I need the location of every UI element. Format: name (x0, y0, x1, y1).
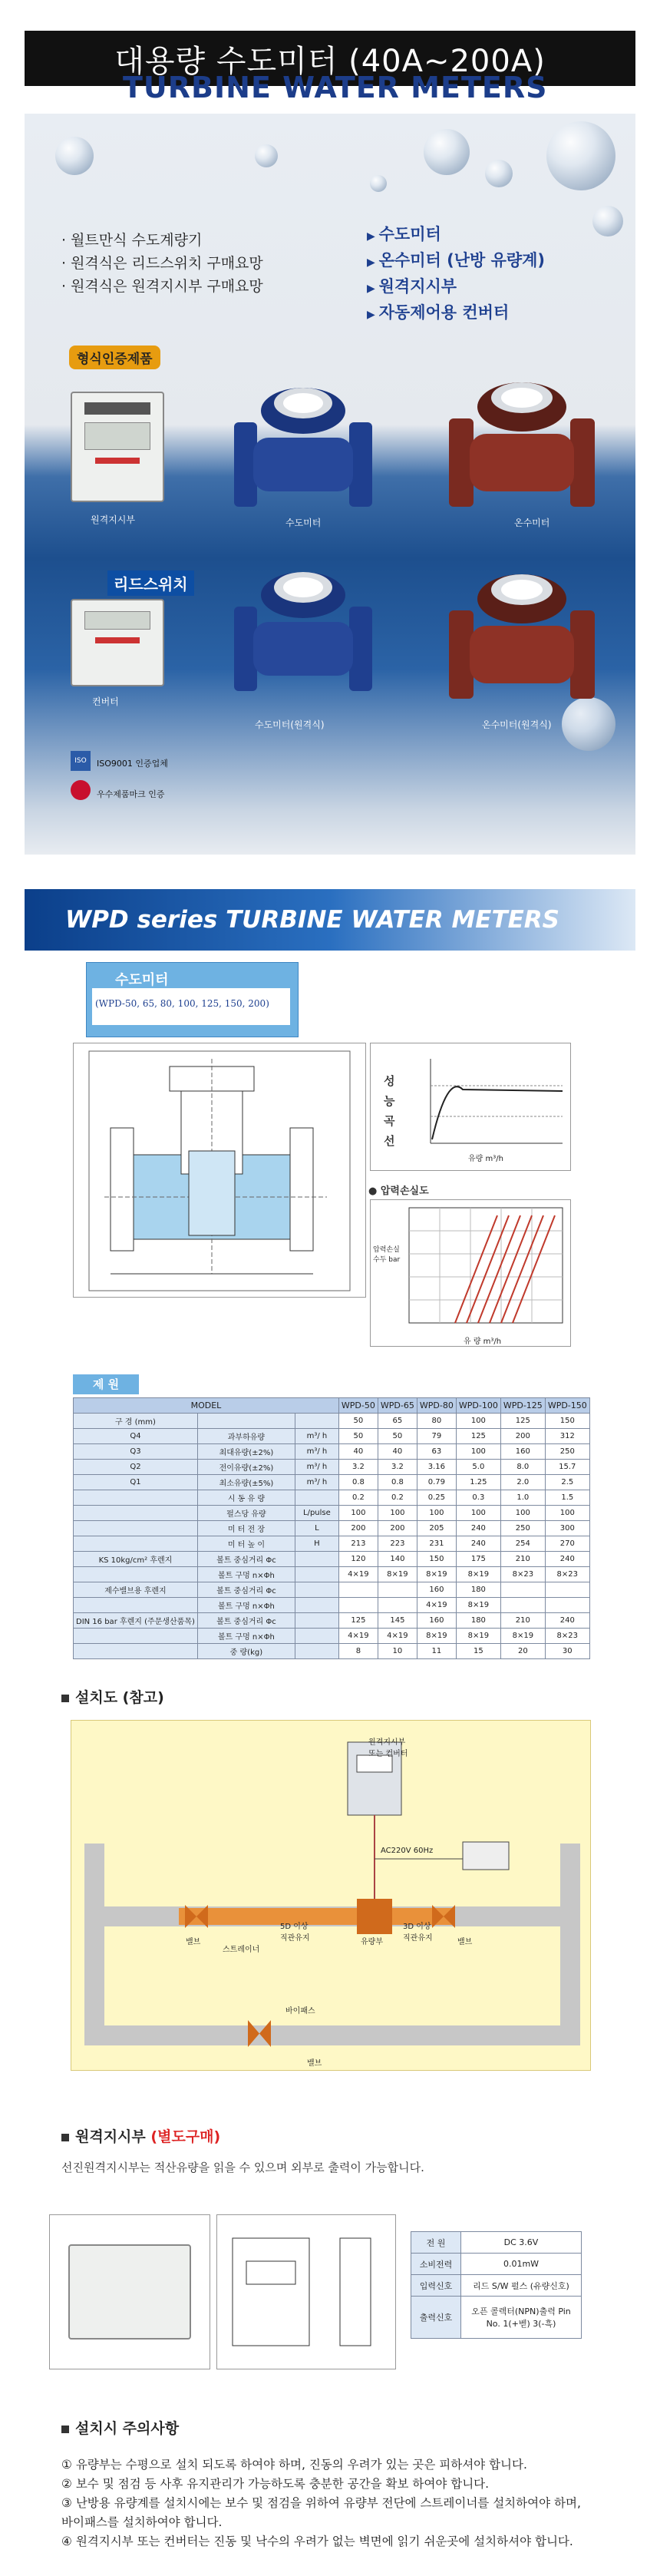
table-cell: 175 (456, 1552, 500, 1567)
table-cell: 150 (417, 1552, 456, 1567)
bubble-decoration (424, 129, 470, 175)
table-cell (295, 1567, 338, 1582)
water-meter-image (230, 369, 376, 522)
header-cell: WPD-50 (338, 1398, 378, 1414)
table-cell: 2.0 (500, 1475, 545, 1490)
remote-spec-table-wrap (411, 2231, 582, 2339)
table-cell (74, 1644, 198, 1659)
table-cell (338, 1582, 378, 1598)
table-cell: 80 (417, 1414, 456, 1429)
table-cell: 볼트 중심거리 Φc (197, 1613, 295, 1629)
table-row (74, 1429, 590, 1444)
table-cell: 0.2 (378, 1490, 417, 1506)
label-water-meter: 수도미터 (285, 518, 322, 528)
table-cell: 펄스당 유량 (197, 1506, 295, 1521)
caution-heading: 설치시 주의사항 (61, 2417, 179, 2438)
label-converter: 컨버터 (92, 696, 119, 707)
bubble-decoration (592, 206, 623, 236)
table-cell: 0.3 (456, 1490, 500, 1506)
remote-indicator-image (71, 392, 164, 502)
table-cell: 8×19 (500, 1629, 545, 1644)
table-cell: 8×23 (500, 1567, 545, 1582)
table-cell: 볼트 구멍 n×Φh (197, 1629, 295, 1644)
install-heading: 설치도 (참고) (61, 1686, 164, 1707)
table-cell: Q1 (74, 1475, 198, 1490)
bypass-label: 바이패스 (285, 2007, 315, 2015)
table-cell (74, 1490, 198, 1506)
pressure-loss-chart (370, 1199, 571, 1347)
table-cell: 8×19 (456, 1629, 500, 1644)
header-cell: WPD-80 (417, 1398, 456, 1414)
table-cell: 오픈 콜렉터(NPN)출력 Pin No. 1(+벧) 3(-흑) (461, 2297, 582, 2339)
table-cell: 150 (545, 1414, 589, 1429)
table-cell: 1.25 (456, 1475, 500, 1490)
bubble-decoration (370, 175, 387, 192)
table-cell (378, 1582, 417, 1598)
table-cell: 8×23 (545, 1629, 589, 1644)
product-item: 원격지시부 (378, 277, 457, 296)
table-cell: 4×19 (378, 1629, 417, 1644)
valve-bottom-label: 밸브 (307, 2059, 322, 2068)
table-cell: 4×19 (417, 1598, 456, 1613)
feature-list (61, 229, 263, 298)
table-cell: 250 (500, 1521, 545, 1536)
table-cell: 10 (378, 1644, 417, 1659)
product-item: 자동제어용 컨버터 (378, 303, 510, 322)
remote-photo (49, 2214, 210, 2369)
table-row (74, 1629, 590, 1644)
table-cell (545, 1582, 589, 1598)
table-cell (74, 1521, 198, 1536)
table-cell: 구 경 (mm) (74, 1414, 198, 1429)
remote-outline-drawing (216, 2214, 396, 2369)
table-cell: 100 (545, 1506, 589, 1521)
table-cell: 2.5 (545, 1475, 589, 1490)
table-cell: 8×19 (417, 1567, 456, 1582)
gq-logo-icon (71, 780, 91, 800)
table-cell: 200 (378, 1521, 417, 1536)
header-cell: MODEL (74, 1398, 339, 1414)
certification-tag: 형식인증제품 (69, 346, 160, 369)
table-cell: H (295, 1536, 338, 1552)
table-cell: Q3 (74, 1444, 198, 1460)
table-cell: 205 (417, 1521, 456, 1536)
pressure-loss-title: ● 압력손실도 (368, 1185, 429, 1197)
table-cell: 8×19 (378, 1567, 417, 1582)
model-tab-title: 수도미터 (115, 972, 169, 988)
hero-title: TURBINE WATER METERS (123, 71, 548, 104)
table-cell: 4×19 (338, 1567, 378, 1582)
table-cell: 미 터 높 이 (197, 1536, 295, 1552)
table-cell: 15 (456, 1644, 500, 1659)
table-cell: 0.25 (417, 1490, 456, 1506)
page-title: 대용량 수도미터 (40A~200A) (114, 43, 546, 79)
table-cell: 100 (500, 1506, 545, 1521)
bubble-decoration (55, 137, 94, 175)
table-cell: 240 (456, 1521, 500, 1536)
caution-list (61, 2455, 581, 2551)
caution-item: ④ 원격지시부 또는 컨버터는 진동 및 낙수의 우려가 없는 벽면에 읽기 쉬운곳에 설치하셔야 합니다. (61, 2535, 573, 2548)
product-list: ▶ 수도미터 ▶ 온수미터 (난방 유량계) ▶ 원격지시부 ▶ 자동제어용 컨버터 (367, 225, 546, 322)
table-row (411, 2297, 582, 2339)
dimension-drawing (73, 1043, 366, 1298)
header-cell: WPD-100 (456, 1398, 500, 1414)
table-cell: 8×19 (456, 1598, 500, 1613)
table-cell (295, 1490, 338, 1506)
table-cell: 270 (545, 1536, 589, 1552)
table-cell: 볼트 구멍 n×Φh (197, 1598, 295, 1613)
table-cell: 312 (545, 1429, 589, 1444)
table-cell: 125 (456, 1429, 500, 1444)
table-cell (378, 1598, 417, 1613)
table-cell: 223 (378, 1536, 417, 1552)
table-cell: L/pulse (295, 1506, 338, 1521)
table-cell: DIN 16 bar 후렌지 (주문생산품목) (74, 1613, 198, 1629)
table-cell: 63 (417, 1444, 456, 1460)
table-row (74, 1475, 590, 1490)
table-row (74, 1444, 590, 1460)
table-cell: 0.79 (417, 1475, 456, 1490)
series-title: WPD series TURBINE WATER METERS (65, 906, 560, 934)
ac-label: AC220V 60Hz (381, 1847, 434, 1855)
hot-water-meter-remote-image (445, 553, 599, 714)
table-cell: 40 (378, 1444, 417, 1460)
converter-image (71, 599, 164, 686)
table-cell (295, 1598, 338, 1613)
table-cell: 볼트 구멍 n×Φh (197, 1567, 295, 1582)
table-cell: 160 (417, 1582, 456, 1598)
header-cell: WPD-65 (378, 1398, 417, 1414)
table-cell: 240 (545, 1552, 589, 1567)
table-cell: 180 (456, 1613, 500, 1629)
feature-item: · 원격식은 원격지시부 구매요망 (61, 278, 263, 295)
table-cell: 200 (500, 1429, 545, 1444)
table-cell: 100 (456, 1506, 500, 1521)
product-item: 온수미터 (난방 유량계) (378, 251, 546, 270)
table-cell: 볼트 중심거리 Φc (197, 1552, 295, 1567)
table-cell (74, 1506, 198, 1521)
caution-item: ① 유량부는 수평으로 설치 되도록 하여야 하며, 진동의 우려가 있는 곳은 피하셔야 합니다. (61, 2458, 527, 2472)
bubble-decoration (485, 160, 513, 187)
table-cell: 30 (545, 1644, 589, 1659)
table-row (74, 1506, 590, 1521)
table-cell (197, 1414, 295, 1429)
label-hot-meter-remote: 온수미터(원격식) (482, 719, 552, 730)
table-cell: m³/ h (295, 1460, 338, 1475)
table-row (74, 1582, 590, 1598)
caution-item: ③ 난방용 유량계를 설치시에는 보수 및 점검을 위하여 유량부 전단에 스트레이너를 설치하여야 하며, (61, 2496, 581, 2510)
table-cell: 100 (417, 1506, 456, 1521)
table-cell: 160 (417, 1613, 456, 1629)
table-cell: 20 (500, 1644, 545, 1659)
table-cell: 중 량(kg) (197, 1644, 295, 1659)
table-cell: 4×19 (338, 1629, 378, 1644)
table-cell: 8×19 (417, 1629, 456, 1644)
label-water-meter-remote: 수도미터(원격식) (255, 719, 325, 730)
table-cell (74, 1629, 198, 1644)
d3-label: 3D 이상 직관유지 (403, 1923, 433, 1943)
table-cell: 11 (417, 1644, 456, 1659)
table-cell: 213 (338, 1536, 378, 1552)
table-row (74, 1567, 590, 1582)
gq-text: 우수제품마크 인증 (97, 789, 165, 799)
table-cell: 65 (378, 1414, 417, 1429)
strainer-label: 스트레이너 (223, 1946, 260, 1954)
table-row (74, 1644, 590, 1659)
table-cell: DC 3.6V (461, 2232, 582, 2254)
product-item: 수도미터 (378, 225, 441, 243)
spec-table (73, 1397, 590, 1659)
valve-left-label: 밸브 (186, 1938, 201, 1946)
d5-label: 5D 이상 직관유지 (280, 1923, 310, 1943)
table-cell: 3.16 (417, 1460, 456, 1475)
table-row (74, 1521, 590, 1536)
caution-item: 바이패스를 설치하여야 합니다. (61, 2515, 223, 2529)
table-cell: 100 (378, 1506, 417, 1521)
table-cell: 5.0 (456, 1460, 500, 1475)
table-cell: 입력신호 (411, 2275, 461, 2297)
table-cell: m³/ h (295, 1444, 338, 1460)
table-cell: 8×23 (545, 1567, 589, 1582)
remote-description: 선진원격지시부는 적산유량을 읽을 수 있으며 외부로 출력이 가능합니다. (61, 2161, 424, 2174)
table-cell: 100 (456, 1444, 500, 1460)
table-cell: 미 터 전 장 (197, 1521, 295, 1536)
bubble-decoration (255, 144, 278, 167)
feature-item: · 월트만식 수도계량기 (61, 232, 203, 249)
table-cell (545, 1598, 589, 1613)
table-cell (295, 1414, 338, 1429)
performance-label: 성 능 곡 선 (384, 1074, 395, 1148)
remote-spec-table (411, 2231, 582, 2339)
table-cell: 100 (338, 1506, 378, 1521)
table-row (411, 2254, 582, 2275)
table-cell: 8 (338, 1644, 378, 1659)
table-cell: m³/ h (295, 1429, 338, 1444)
table-cell: Q4 (74, 1429, 198, 1444)
table-cell: 볼트 중심거리 Φc (197, 1582, 295, 1598)
table-cell: 최소유량(±5%) (197, 1475, 295, 1490)
table-row (74, 1414, 590, 1429)
table-cell: 0.8 (378, 1475, 417, 1490)
table-cell: 전 원 (411, 2232, 461, 2254)
table-cell: 리드 S/W 펄스 (유량신호) (461, 2275, 582, 2297)
pressure-x-label: 유 량 m³/h (464, 1338, 502, 1346)
pressure-y-label: 압력손실수두 bar (373, 1246, 401, 1264)
caution-item: ② 보수 및 점검 등 사후 유지관리가 가능하도록 충분한 공간을 확보 하여야 합니다. (61, 2477, 490, 2491)
table-row (74, 1490, 590, 1506)
table-row (74, 1536, 590, 1552)
table-row (74, 1552, 590, 1567)
table-cell: KS 10kg/cm² 후렌지 (74, 1552, 198, 1567)
table-cell (295, 1644, 338, 1659)
table-cell: 79 (417, 1429, 456, 1444)
model-list: (WPD-50, 65, 80, 100, 125, 150, 200) (95, 998, 269, 1009)
table-cell: 0.2 (338, 1490, 378, 1506)
performance-x-label: 유량 m³/h (468, 1155, 503, 1163)
table-cell (74, 1536, 198, 1552)
label-hot-meter: 온수미터 (514, 518, 550, 528)
table-cell (338, 1598, 378, 1613)
table-cell: 40 (338, 1444, 378, 1460)
table-cell: 시 동 유 량 (197, 1490, 295, 1506)
table-cell: 1.5 (545, 1490, 589, 1506)
table-cell: 50 (338, 1414, 378, 1429)
label-remote-indicator: 원격지시부 (91, 514, 135, 525)
table-cell: 100 (456, 1414, 500, 1429)
table-cell (295, 1582, 338, 1598)
table-cell: 0.8 (338, 1475, 378, 1490)
table-row (74, 1598, 590, 1613)
table-cell: 210 (500, 1552, 545, 1567)
table-cell: 1.0 (500, 1490, 545, 1506)
table-cell (500, 1582, 545, 1598)
table-cell: 3.2 (338, 1460, 378, 1475)
table-cell: 250 (545, 1444, 589, 1460)
table-cell: 50 (338, 1429, 378, 1444)
flow-label: 유량부 (361, 1938, 383, 1946)
table-cell: 15.7 (545, 1460, 589, 1475)
table-cell: 140 (378, 1552, 417, 1567)
table-cell: 200 (338, 1521, 378, 1536)
table-cell: 254 (500, 1536, 545, 1552)
iso-logo-icon: ISO (71, 751, 91, 771)
table-cell: 180 (456, 1582, 500, 1598)
table-cell: 과부하유량 (197, 1429, 295, 1444)
table-cell (74, 1598, 198, 1613)
table-row (411, 2232, 582, 2254)
header-cell: WPD-125 (500, 1398, 545, 1414)
table-row (74, 1613, 590, 1629)
table-cell: 50 (378, 1429, 417, 1444)
header-cell: WPD-150 (545, 1398, 589, 1414)
table-cell: L (295, 1521, 338, 1536)
table-cell: m³/ h (295, 1475, 338, 1490)
table-cell (500, 1598, 545, 1613)
table-row (411, 2275, 582, 2297)
spec-table-wrap (73, 1397, 590, 1659)
bubble-decoration (546, 121, 615, 190)
table-row (74, 1460, 590, 1475)
table-cell (295, 1552, 338, 1567)
table-cell: 8×19 (456, 1567, 500, 1582)
table-cell (295, 1613, 338, 1629)
feature-item: · 원격식은 리드스위치 구매요망 (61, 255, 263, 272)
valve-right-label: 밸브 (457, 1938, 473, 1946)
table-cell: Q2 (74, 1460, 198, 1475)
table-cell: 160 (500, 1444, 545, 1460)
spec-tag: 제 원 (73, 1374, 139, 1394)
table-cell: 231 (417, 1536, 456, 1552)
remote-heading: 원격지시부 (별도구매) (61, 2125, 220, 2146)
table-header-row (74, 1398, 590, 1414)
table-cell: 300 (545, 1521, 589, 1536)
water-meter-remote-image (230, 553, 376, 706)
table-cell: 출력신호 (411, 2297, 461, 2339)
table-cell (295, 1629, 338, 1644)
table-cell: 소비전력 (411, 2254, 461, 2275)
table-cell: 8.0 (500, 1460, 545, 1475)
hot-water-meter-image (445, 361, 599, 522)
table-cell: 125 (338, 1613, 378, 1629)
table-cell: 120 (338, 1552, 378, 1567)
table-cell: 240 (456, 1536, 500, 1552)
table-cell: 3.2 (378, 1460, 417, 1475)
table-cell: 145 (378, 1613, 417, 1629)
table-cell: 제수밸브용 후렌지 (74, 1582, 198, 1598)
table-cell: 125 (500, 1414, 545, 1429)
table-cell: 240 (545, 1613, 589, 1629)
table-cell: 210 (500, 1613, 545, 1629)
table-cell: 최대유량(±2%) (197, 1444, 295, 1460)
reed-switch-tag: 리드스위치 (107, 570, 194, 596)
table-cell (74, 1567, 198, 1582)
iso-text: ISO9001 인증업체 (97, 759, 168, 769)
install-diagram (71, 1720, 591, 2071)
table-cell: 전이유량(±2%) (197, 1460, 295, 1475)
table-cell: 0.01mW (461, 2254, 582, 2275)
install-box-label: 원격지시부 또는 컨버터 (368, 1738, 408, 1758)
